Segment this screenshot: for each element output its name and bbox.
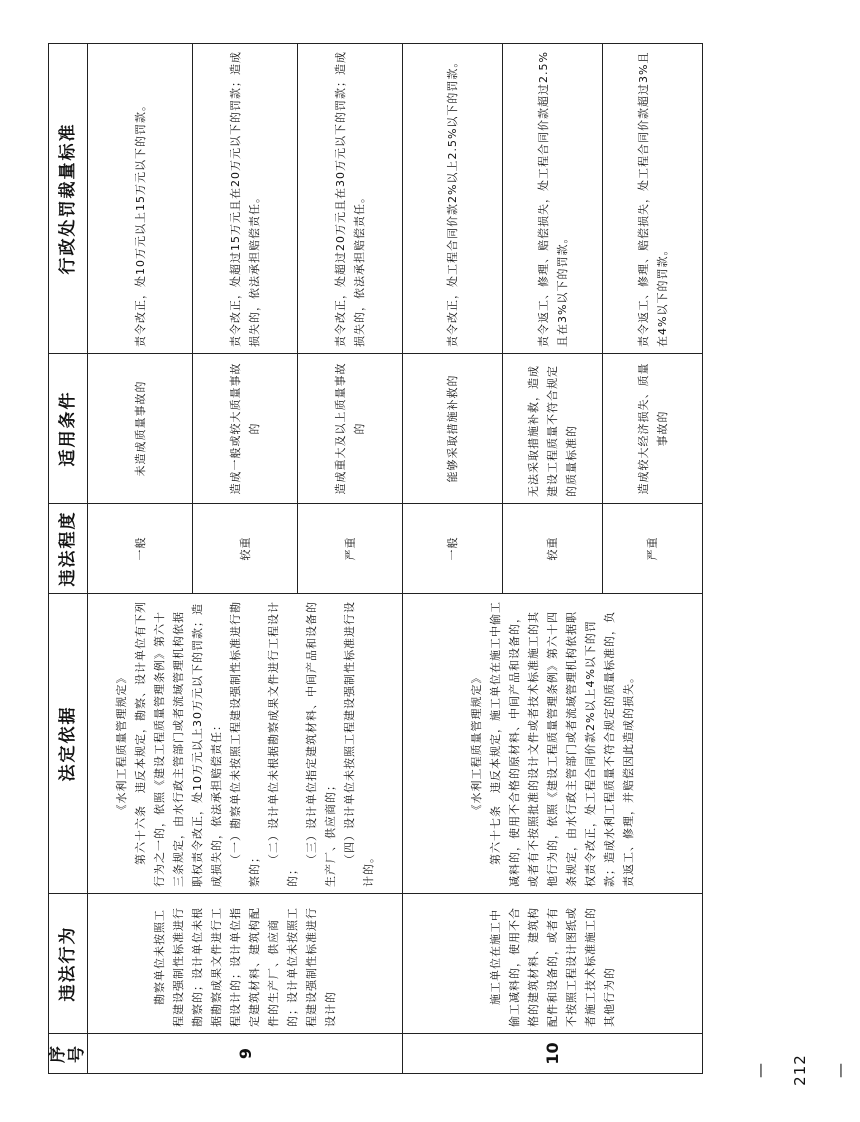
row-basis xyxy=(403,594,703,894)
basis-line: （一）勘察单位未按照工程建设强制性标准进行勘察的； xyxy=(229,601,261,887)
basis-line: （三）设计单位指定建筑材料、中间产品和设备的生产厂、供应商的； xyxy=(305,601,337,887)
condition-cell: 造成重大及以上质量事故的 xyxy=(298,354,403,504)
header-standard: 行政处罚裁量标准 xyxy=(49,44,88,354)
basis-title: 《水利工程质量管理规定》 xyxy=(115,671,128,816)
degree-cell: 较重 xyxy=(193,504,298,594)
standard-cell: 责令返工、修理、赔偿损失，处工程合同价款超过2.5%且在3%以下的罚款。 xyxy=(503,44,603,354)
condition-cell: 能够采取措施补救的 xyxy=(403,354,503,504)
row-behavior xyxy=(88,894,403,1034)
behavior-text: 施工单位在施工中偷工减料的，使用不合格的建筑材料、建筑构配件和设备的，或者有不按照工程设计图纸或者施工技术标准施工的其他行为的 xyxy=(489,907,616,1027)
degree-cell: 严重 xyxy=(603,504,703,594)
table-row xyxy=(403,44,503,1074)
penalty-standard-table xyxy=(48,43,703,1074)
row-seq: 10 xyxy=(403,1034,703,1074)
basis-title: 《水利工程质量管理规定》 xyxy=(470,671,483,816)
basis-line: 第六十七条 违反本规定，施工单位在施工中偷工减料的，使用不合格的原材料、中间产品和设备的，或者有不按照批准的设计文件或者技术标准施工的其他行为的，依照《建设工程质量管理条例》第六十四条规定，由水行政主管部门或者流域管理机构依据职权责令改正，处工程合同价款2%以上4%以下的罚款；造成水利工程质量不符合规定的质量标准的，负责返工、修理，并赔偿因此造成的损失。 xyxy=(489,601,635,887)
degree-cell: 严重 xyxy=(298,504,403,594)
standard-cell: 责令改正，处工程合同价款2%以上2.5%以下的罚款。 xyxy=(403,44,503,354)
standard-cell: 责令改正，处超过20万元且在30万元以下的罚款；造成损失的，依法承担赔偿责任。 xyxy=(298,44,403,354)
header-seq: 序号 xyxy=(49,1034,88,1074)
basis-line: 第六十六条 违反本规定，勘察、设计单位有下列行为之一的，依照《建设工程质量管理条例》第六十三条规定，由水行政主管部门或者流域管理机构依据职权责令改正，处10万元以上30万元以下的罚款；造成损失的，依法承担赔偿责任： xyxy=(134,601,223,887)
condition-cell: 未造成质量事故的 xyxy=(88,354,193,504)
condition-cell: 无法采取措施补救，造成建设工程质量不符合规定的质量标准的 xyxy=(503,354,603,504)
row-behavior xyxy=(403,894,703,1034)
standard-cell: 责令改正，处10万元以上15万元以下的罚款。 xyxy=(88,44,193,354)
condition-cell: 造成一般或较大质量事故的 xyxy=(193,354,298,504)
row-seq: 9 xyxy=(88,1034,403,1074)
standard-cell: 责令改正，处超过15万元且在20万元以下的罚款；造成损失的，依法承担赔偿责任。 xyxy=(193,44,298,354)
basis-line: （二）设计单位未根据勘察成果文件进行工程设计的； xyxy=(267,601,299,887)
table-row xyxy=(88,44,193,1074)
page-number: — 212 — xyxy=(751,1054,849,1086)
degree-cell: 一般 xyxy=(88,504,193,594)
basis-line: （四）设计单位未按照工程建设强制性标准进行设计的。 xyxy=(343,601,375,887)
header-basis: 法定依据 xyxy=(49,594,88,894)
degree-cell: 一般 xyxy=(403,504,503,594)
header-degree: 违法程度 xyxy=(49,504,88,594)
row-basis xyxy=(88,594,403,894)
rotated-table-stage xyxy=(48,44,696,1074)
behavior-text: 勘察单位未按照工程建设强制性标准进行勘察的；设计单位未根据勘察成果文件进行工程设计的；设计单位指定建筑材料、建筑构配件的生产厂、供应商的；设计单位未按照工程建设强制性标准进行设计的 xyxy=(153,907,337,1027)
header-behavior: 违法行为 xyxy=(49,894,88,1034)
table-header-row xyxy=(49,44,88,1074)
condition-cell: 造成较大经济损失、质量事故的 xyxy=(603,354,703,504)
header-condition: 适用条件 xyxy=(49,354,88,504)
degree-cell: 较重 xyxy=(503,504,603,594)
standard-cell: 责令返工、修理、赔偿损失，处工程合同价款超过3%且在4%以下的罚款。 xyxy=(603,44,703,354)
